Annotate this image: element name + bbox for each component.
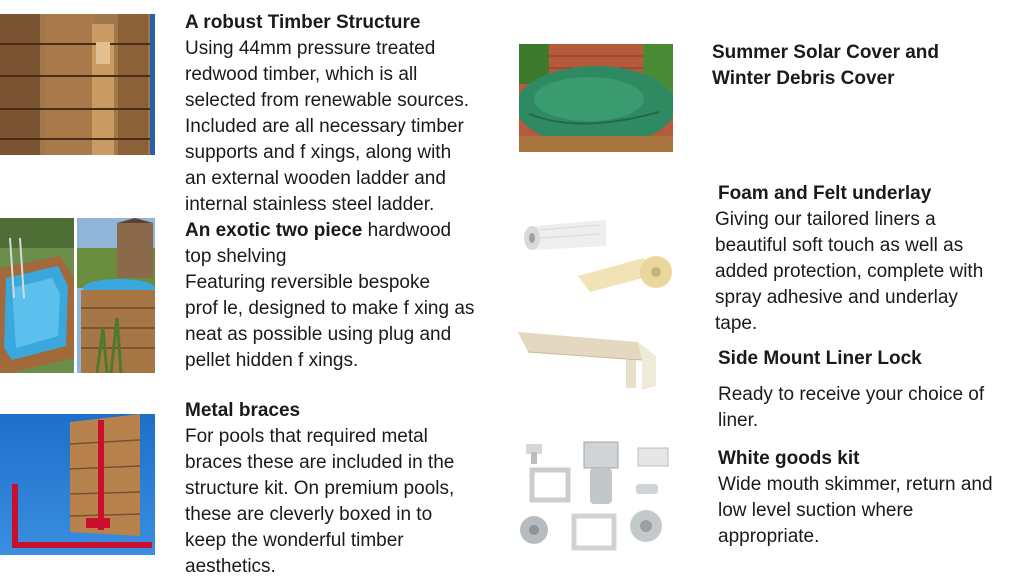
timber-line: redwood timber, which is all (185, 64, 418, 85)
shelving-line: neat as possible using plug and (185, 324, 452, 345)
pool-cover-photo (519, 44, 673, 152)
white-goods-section (718, 446, 1018, 550)
underlay-line: added protection, complete with (715, 261, 984, 282)
white-goods-line: Wide mouth skimmer, return and (718, 474, 993, 495)
liner-lock-profile (518, 328, 656, 392)
shelving-heading-bold: An exotic two piece (185, 220, 363, 241)
timber-line: Using 44mm pressure treated (185, 38, 436, 59)
braces-line: For pools that required metal (185, 426, 428, 447)
shelving-line: top shelving (185, 246, 287, 267)
metal-braces-heading: Metal braces (185, 400, 301, 421)
braces-line: keep the wonderful timber (185, 530, 404, 551)
timber-line: supports and f xings, along with (185, 142, 452, 163)
underlay-section (715, 181, 1015, 337)
white-goods-kit-photo (518, 440, 670, 552)
shelving-heading (185, 218, 505, 244)
shelving-section (185, 218, 505, 374)
white-goods-heading: White goods kit (718, 448, 860, 469)
underlay-heading: Foam and Felt underlay (718, 183, 932, 204)
shelving-line: pellet hidden f xings. (185, 350, 359, 371)
cover-heading-line: Winter Debris Cover (712, 68, 895, 89)
metal-braces-section (185, 398, 505, 580)
shelving-heading-rest: hardwood (362, 220, 452, 241)
cover-section (712, 40, 1012, 92)
shelving-line: prof le, designed to make f xing as (185, 298, 475, 319)
shelving-line: Featuring reversible bespoke (185, 272, 431, 293)
timber-line: Included are all necessary timber (185, 116, 464, 137)
timber-structure-photo (0, 14, 155, 155)
braces-line: aesthetics. (185, 556, 276, 577)
white-goods-line: appropriate. (718, 526, 820, 547)
timber-structure-heading: A robust Timber Structure (185, 12, 421, 33)
timber-line: an external wooden ladder and (185, 168, 446, 189)
pool-shelving-photo-1 (0, 218, 74, 373)
white-goods-line: low level suction where (718, 500, 914, 521)
timber-line: internal stainless steel ladder. (185, 194, 435, 215)
liner-lock-heading: Side Mount Liner Lock (718, 348, 922, 369)
timber-line: selected from renewable sources. (185, 90, 470, 111)
underlay-line: tape. (715, 313, 758, 334)
braces-line: these are cleverly boxed in to (185, 504, 433, 525)
liner-lock-section (718, 346, 1018, 434)
underlay-line: Giving our tailored liners a (715, 209, 936, 230)
metal-braces-photo (0, 414, 155, 555)
pool-shelving-photo-2 (77, 218, 155, 373)
felt-underlay-roll (520, 218, 606, 254)
timber-structure-section (185, 10, 505, 218)
cover-heading-line: Summer Solar Cover and (712, 42, 940, 63)
foam-underlay-roll (578, 254, 674, 292)
liner-lock-line: liner. (718, 410, 759, 431)
braces-line: structure kit. On premium pools, (185, 478, 455, 499)
underlay-line: beautiful soft touch as well as (715, 235, 964, 256)
braces-line: braces these are included in the (185, 452, 455, 473)
liner-lock-line: Ready to receive your choice of (718, 384, 985, 405)
underlay-line: spray adhesive and underlay (715, 287, 958, 308)
